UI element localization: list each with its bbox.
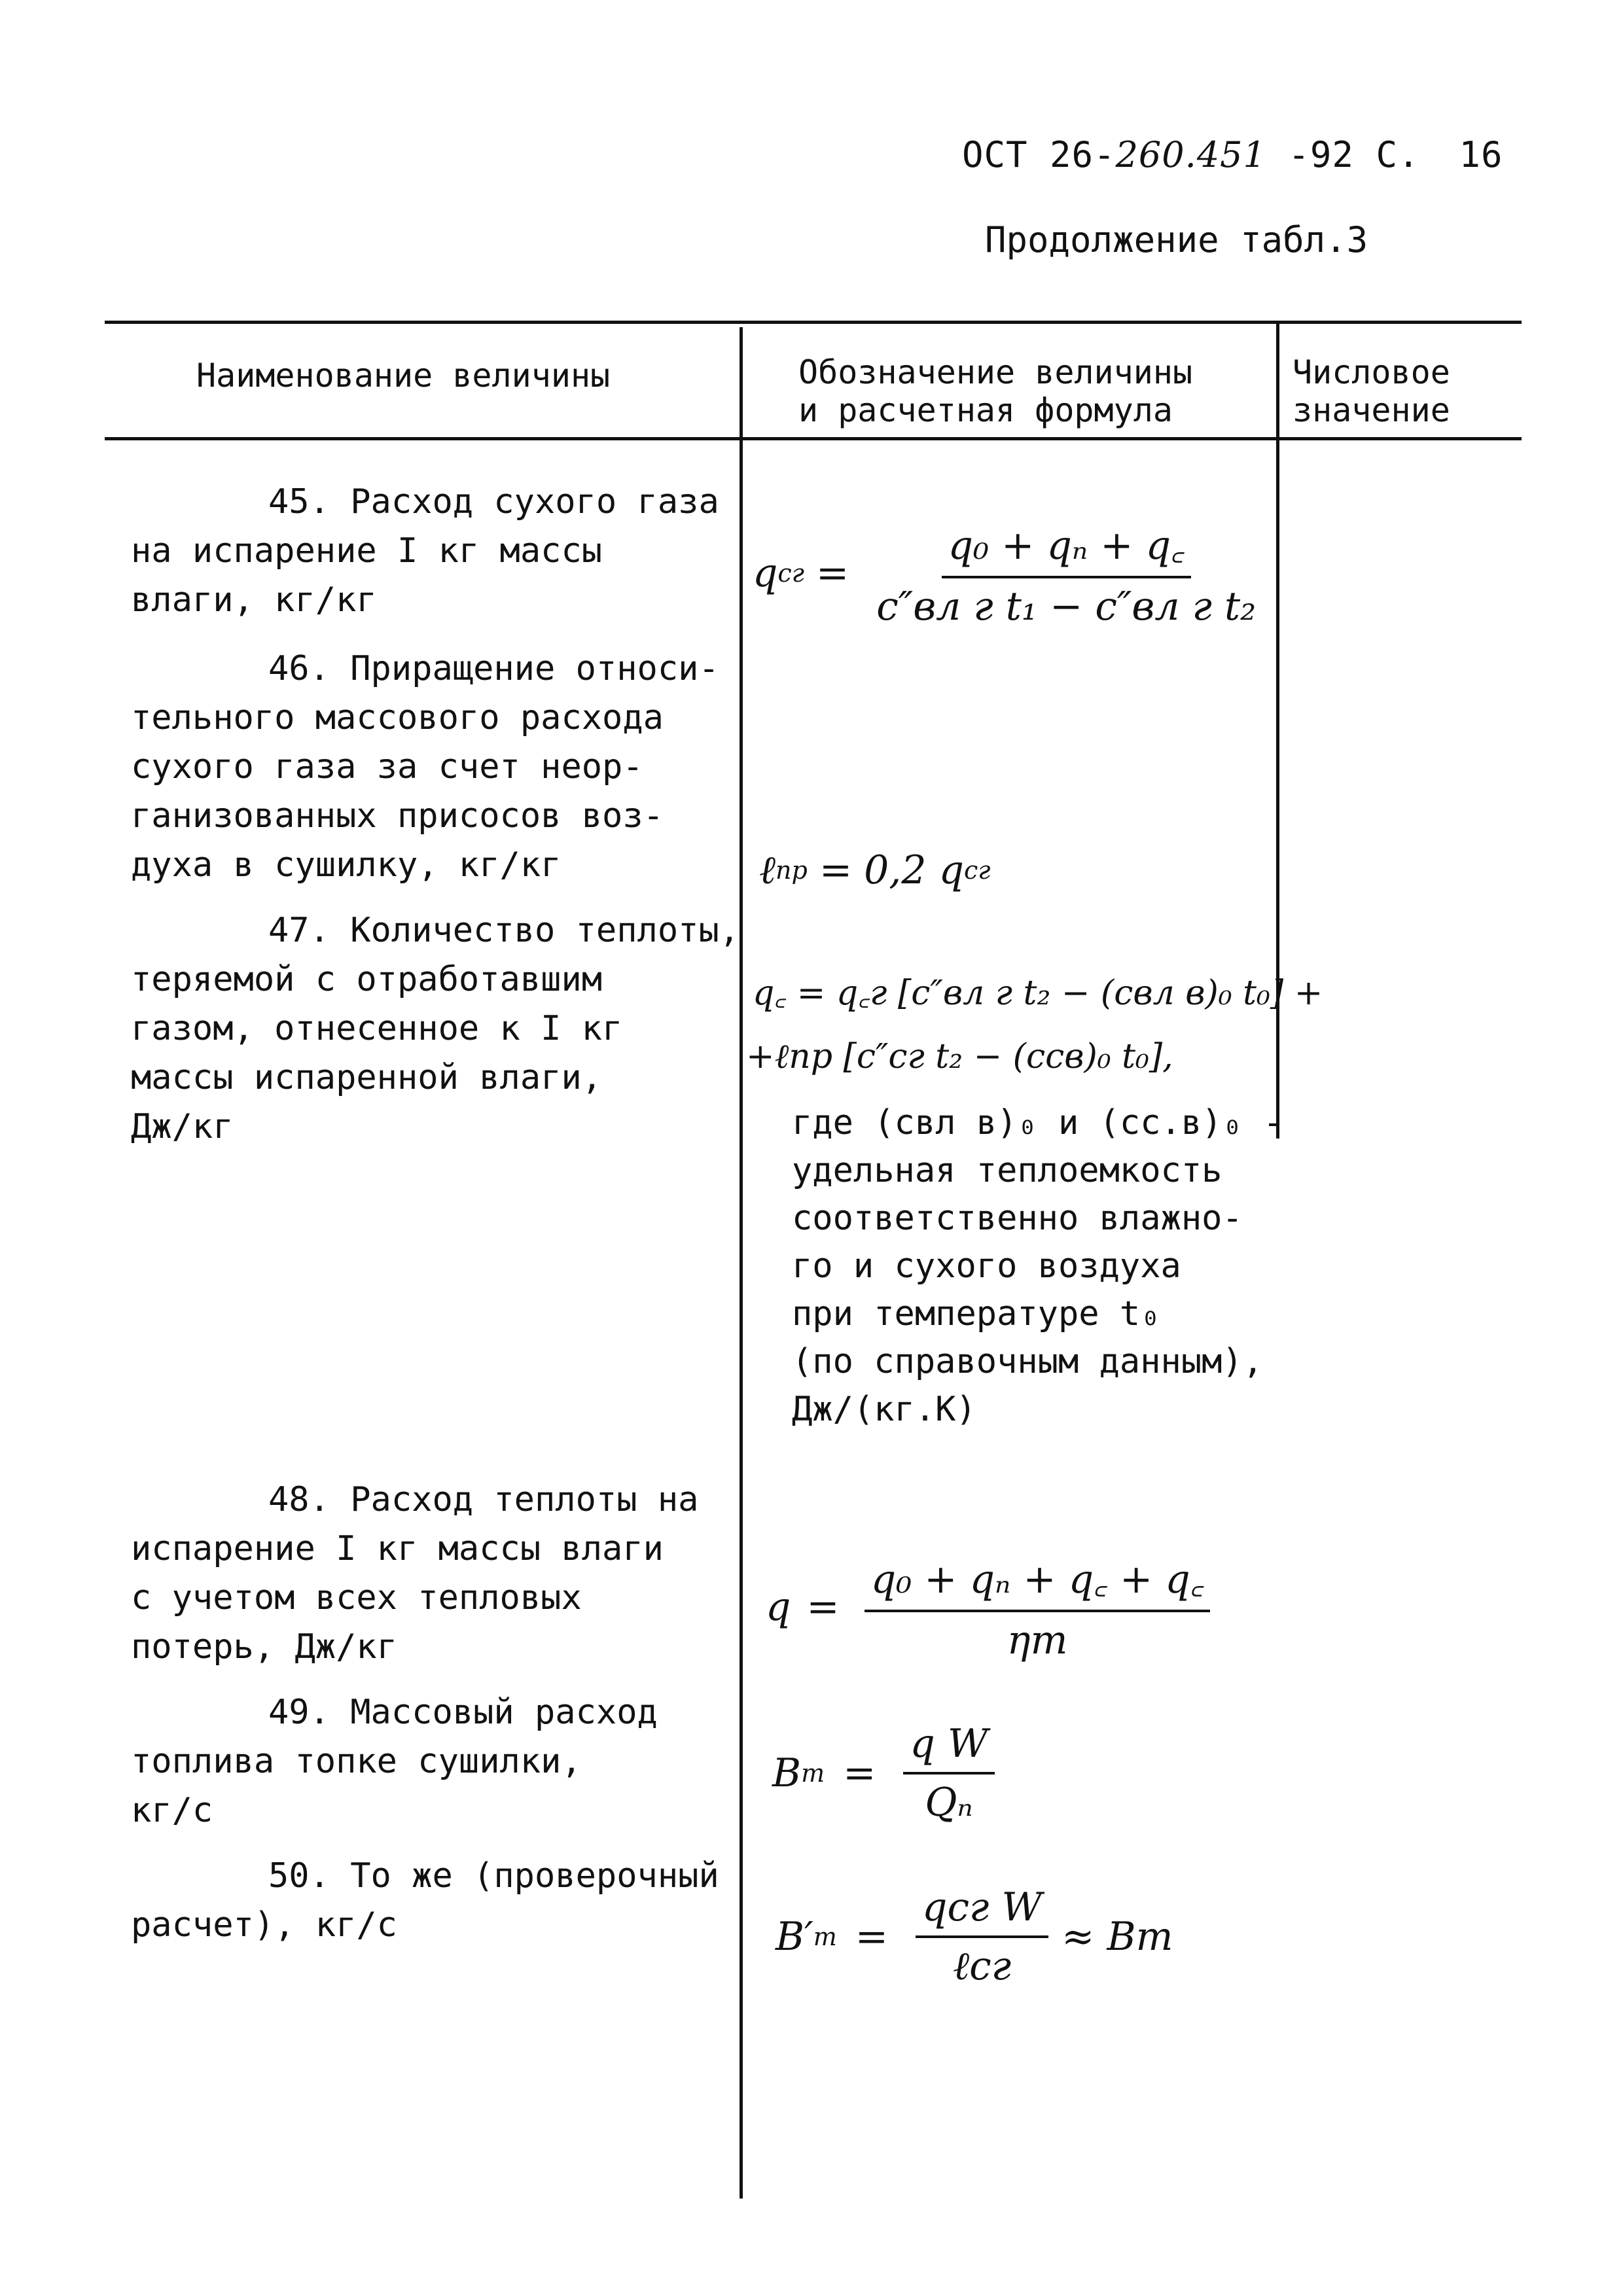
row-47: 47. Количество теплоты, теряемой с отработавшим газом, отнесенное к I кг массы испаренной влаги, Дж/кг xyxy=(131,911,740,1146)
code-handwritten: 260.451 xyxy=(1115,134,1266,175)
code-suffix: -92 С. xyxy=(1266,134,1420,175)
formula-47-line2: +ℓпр [c″сг t₂ − (cсв)₀ t₀], xyxy=(746,1037,1173,1076)
row-46: 46. Приращение относи- тельного массового расхода сухого газа за счет неор- ганизованных присосов воз- духа в сушилку, кг/кг xyxy=(131,649,719,885)
fraction-50: $\frac{\text{qсг W}}{\text{ℓсг}}$ xyxy=(916,1884,1048,1989)
fraction-48: $\frac{\text{q₀ + qₙ + q꜀ + q꜀}}{\eta т}$ xyxy=(865,1551,1211,1663)
table-continuation: Продолжение табл.3 xyxy=(985,219,1368,260)
column-divider-2 xyxy=(1276,321,1279,1139)
header-name: Наименование величины xyxy=(196,357,611,395)
formula-47-line1: q꜀ = q꜀г [c″вл г t₂ − (cвл в)₀ t₀] + xyxy=(753,974,1323,1013)
page-number: 16 xyxy=(1459,134,1503,175)
header-value: Числовое значение xyxy=(1293,353,1450,429)
row-49: 49. Массовый расход топлива топке сушилки, кг/с xyxy=(131,1693,658,1830)
table-top-rule xyxy=(105,321,1522,324)
formula-46: ℓ пр = 0,2 q сг xyxy=(759,847,991,893)
header-formula: Обозначение величины и расчетная формула xyxy=(798,353,1193,429)
formula-48: q = $\frac{\text{q₀ + qₙ + q꜀ + q꜀}}{\eta т}$ xyxy=(766,1551,1219,1663)
row-48: 48. Расход теплоты на испарение I кг массы влаги с учетом всех тепловых потерь, Дж/кг xyxy=(131,1480,699,1667)
row-45: 45. Расход сухого газа на испарение I кг массы влаги, кг/кг xyxy=(131,482,719,620)
row-50: 50. То же (проверочный расчет), кг/с xyxy=(131,1856,719,1945)
formula-49: B т = $\frac{\text{q W}}{\text{Qₙ}}$ xyxy=(772,1721,1004,1826)
fraction-49: $\frac{\text{q W}}{\text{Qₙ}}$ xyxy=(903,1721,994,1826)
formula-50: B′ т = $\frac{\text{qсг W}}{\text{ℓсг}}$ ≈ Bт xyxy=(776,1884,1173,1989)
note-47: где (cвл в)₀ и (cс.в)₀ - удельная теплоемкость соответственно влажно- го и сухого воздуха при температуре t₀ (по справочным данным), Дж/(кг.К) xyxy=(792,1103,1284,1429)
table-header-rule xyxy=(105,437,1522,440)
column-divider-1 xyxy=(740,327,743,2199)
code-prefix: ОСТ 26- xyxy=(962,134,1116,175)
fraction-45: $\frac{\text{q₀ + qₙ + q꜀}}{\text{c″вл г t₁ − c″вл г t₂}}$ xyxy=(870,517,1262,629)
formula-45: q сг = $\frac{\text{q₀ + qₙ + q꜀}}{\text{c″вл г t₁ − c″вл г t₂}}$ xyxy=(753,517,1272,629)
standard-code xyxy=(962,134,1503,175)
